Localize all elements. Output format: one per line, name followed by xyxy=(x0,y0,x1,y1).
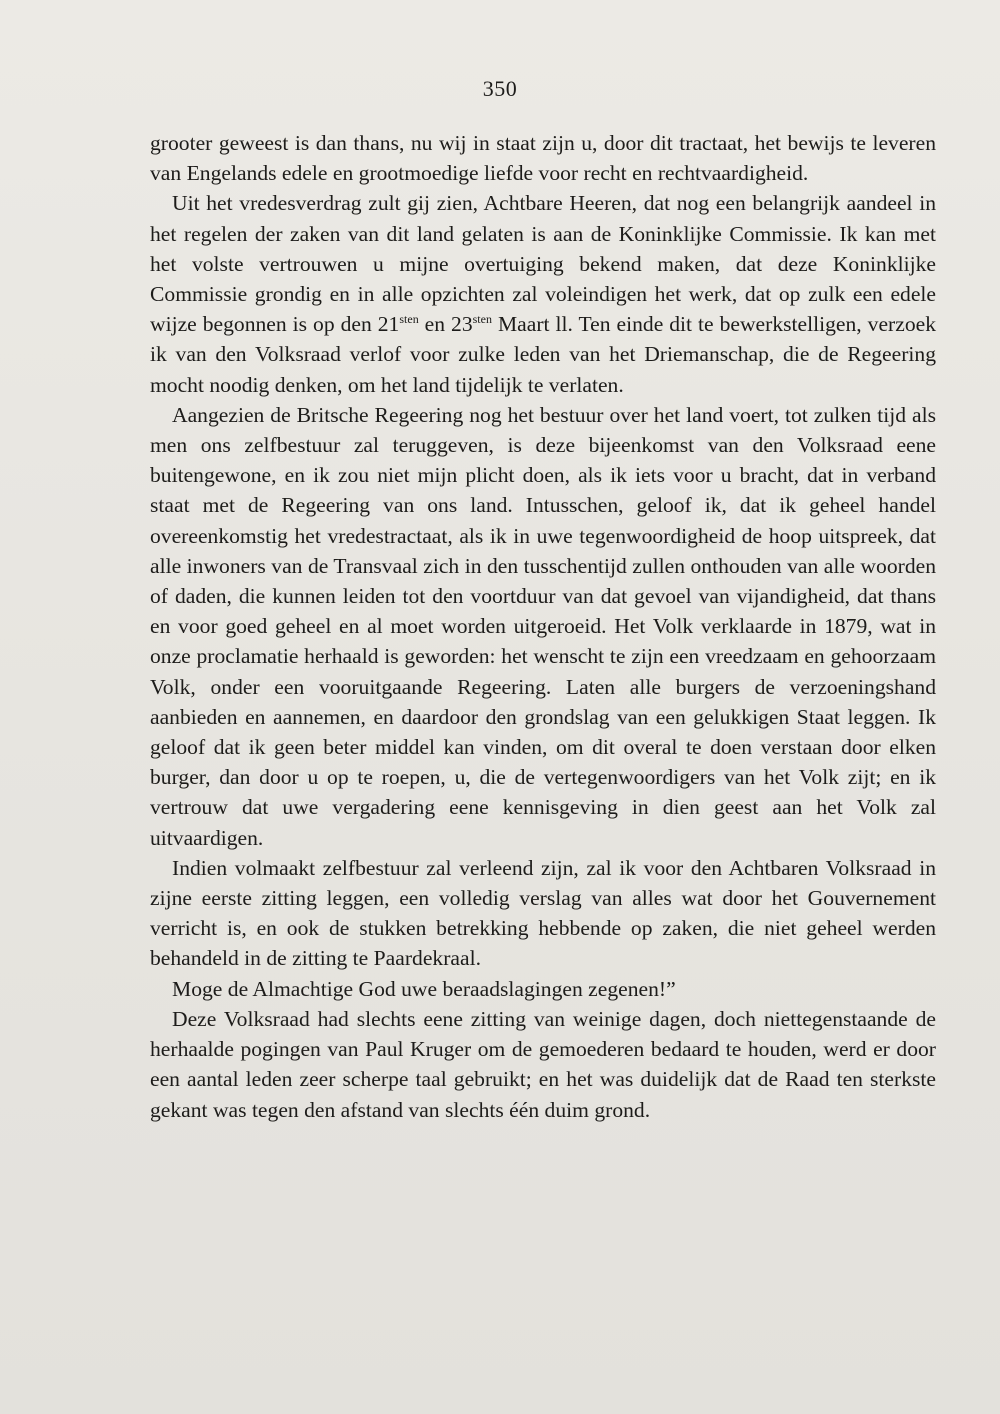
superscript-sten-2: sten xyxy=(472,312,492,327)
paragraph-2-text-c: Maart ll. Ten einde dit te bewerkstelligen, verzoek ik van den Volksraad verlof voor zulke leden van het Driemanschap, die de Regeering mocht noodig denken, om het land tijdelijk te verlaten. xyxy=(150,312,936,397)
paragraph-2-text-a: Uit het vredesverdrag zult gij zien, Achtbare Heeren, dat nog een belangrijk aandeel in het regelen der zaken van dit land gelaten is aan de Koninklijke Commissie. Ik kan met het volste vertrouwen u mijne overtuiging bekend maken, dat deze Koninklijke Commissie grondig en in alle opzichten zal voleindigen het werk, dat op zulk een edele wijze begonnen is op den 21 xyxy=(150,191,936,337)
paragraph-1: grooter geweest is dan thans, nu wij in staat zijn u, door dit tractaat, het bewijs te leveren van Engelands edele en grootmoedige liefde voor recht en rechtvaardigheid. xyxy=(150,131,936,186)
superscript-sten-1: sten xyxy=(399,312,419,327)
paragraph-3: Aangezien de Britsche Regeering nog het bestuur over het land voert, tot zulken tijd als men ons zelfbestuur zal teruggeven, is deze bijeenkomst van den Volksraad eene buitengewone, en ik zou niet mijn plicht doen, als ik iets voor u bracht, dat in verband staat met de Regeering van ons land. Intusschen, geloof ik, dat ik geheel handel overeenkomstig het vredestractaat, als ik in uwe tegenwoordigheid de hoop uitspreek, dat alle inwoners van de Transvaal zich in den tusschentijd zullen onthouden van alle woorden of daden, die kunnen leiden tot den voortduur van dat gevoel van vijandigheid, dat thans en voor goed geheel en al moet worden uitgeroeid. Het Volk verklaarde in 1879, wat in onze proclamatie herhaald is geworden: het wenscht te zijn een vreedzaam en gehoorzaam Volk, onder een vooruitgaande Regeering. Laten alle burgers de verzoeningshand aanbieden en aannemen, en daardoor den grondslag van een gelukkigen Staat leggen. Ik geloof dat ik geen beter middel kan vinden, om dit overal te doen verstaan door elken burger, dan door u op te roepen, u, die de vertegenwoordigers van het Volk zijt; en ik vertrouw dat uwe vergadering eene kennisgeving in dien geest aan het Volk zal uitvaardigen. xyxy=(150,402,936,850)
paragraph-5: Moge de Almachtige God uwe beraadslagingen zegenen!” xyxy=(172,976,676,1001)
paragraph-6: Deze Volksraad had slechts eene zitting van weinige dagen, doch niettegenstaande de herhaalde pogingen van Paul Kruger om de gemoederen bedaard te houden, werd er door een aantal leden zeer scherpe taal gebruikt; en het was duidelijk dat de Raad ten sterkste gekant was tegen den afstand van slechts één duim grond. xyxy=(150,1006,936,1122)
paragraph-2-text-b: en 23 xyxy=(418,312,473,337)
paragraph-4: Indien volmaakt zelfbestuur zal verleend zijn, zal ik voor den Achtbaren Volksraad in zijne eerste zitting leggen, een volledig verslag van alles wat door het Gouvernement verricht is, en ook de stukken betrekking hebbende op zaken, die niet geheel werden behandeld in de zitting te Paardekraal. xyxy=(150,855,936,971)
paragraph-2 xyxy=(150,188,936,399)
body-text xyxy=(150,128,936,1125)
page-number: 350 xyxy=(482,76,518,101)
